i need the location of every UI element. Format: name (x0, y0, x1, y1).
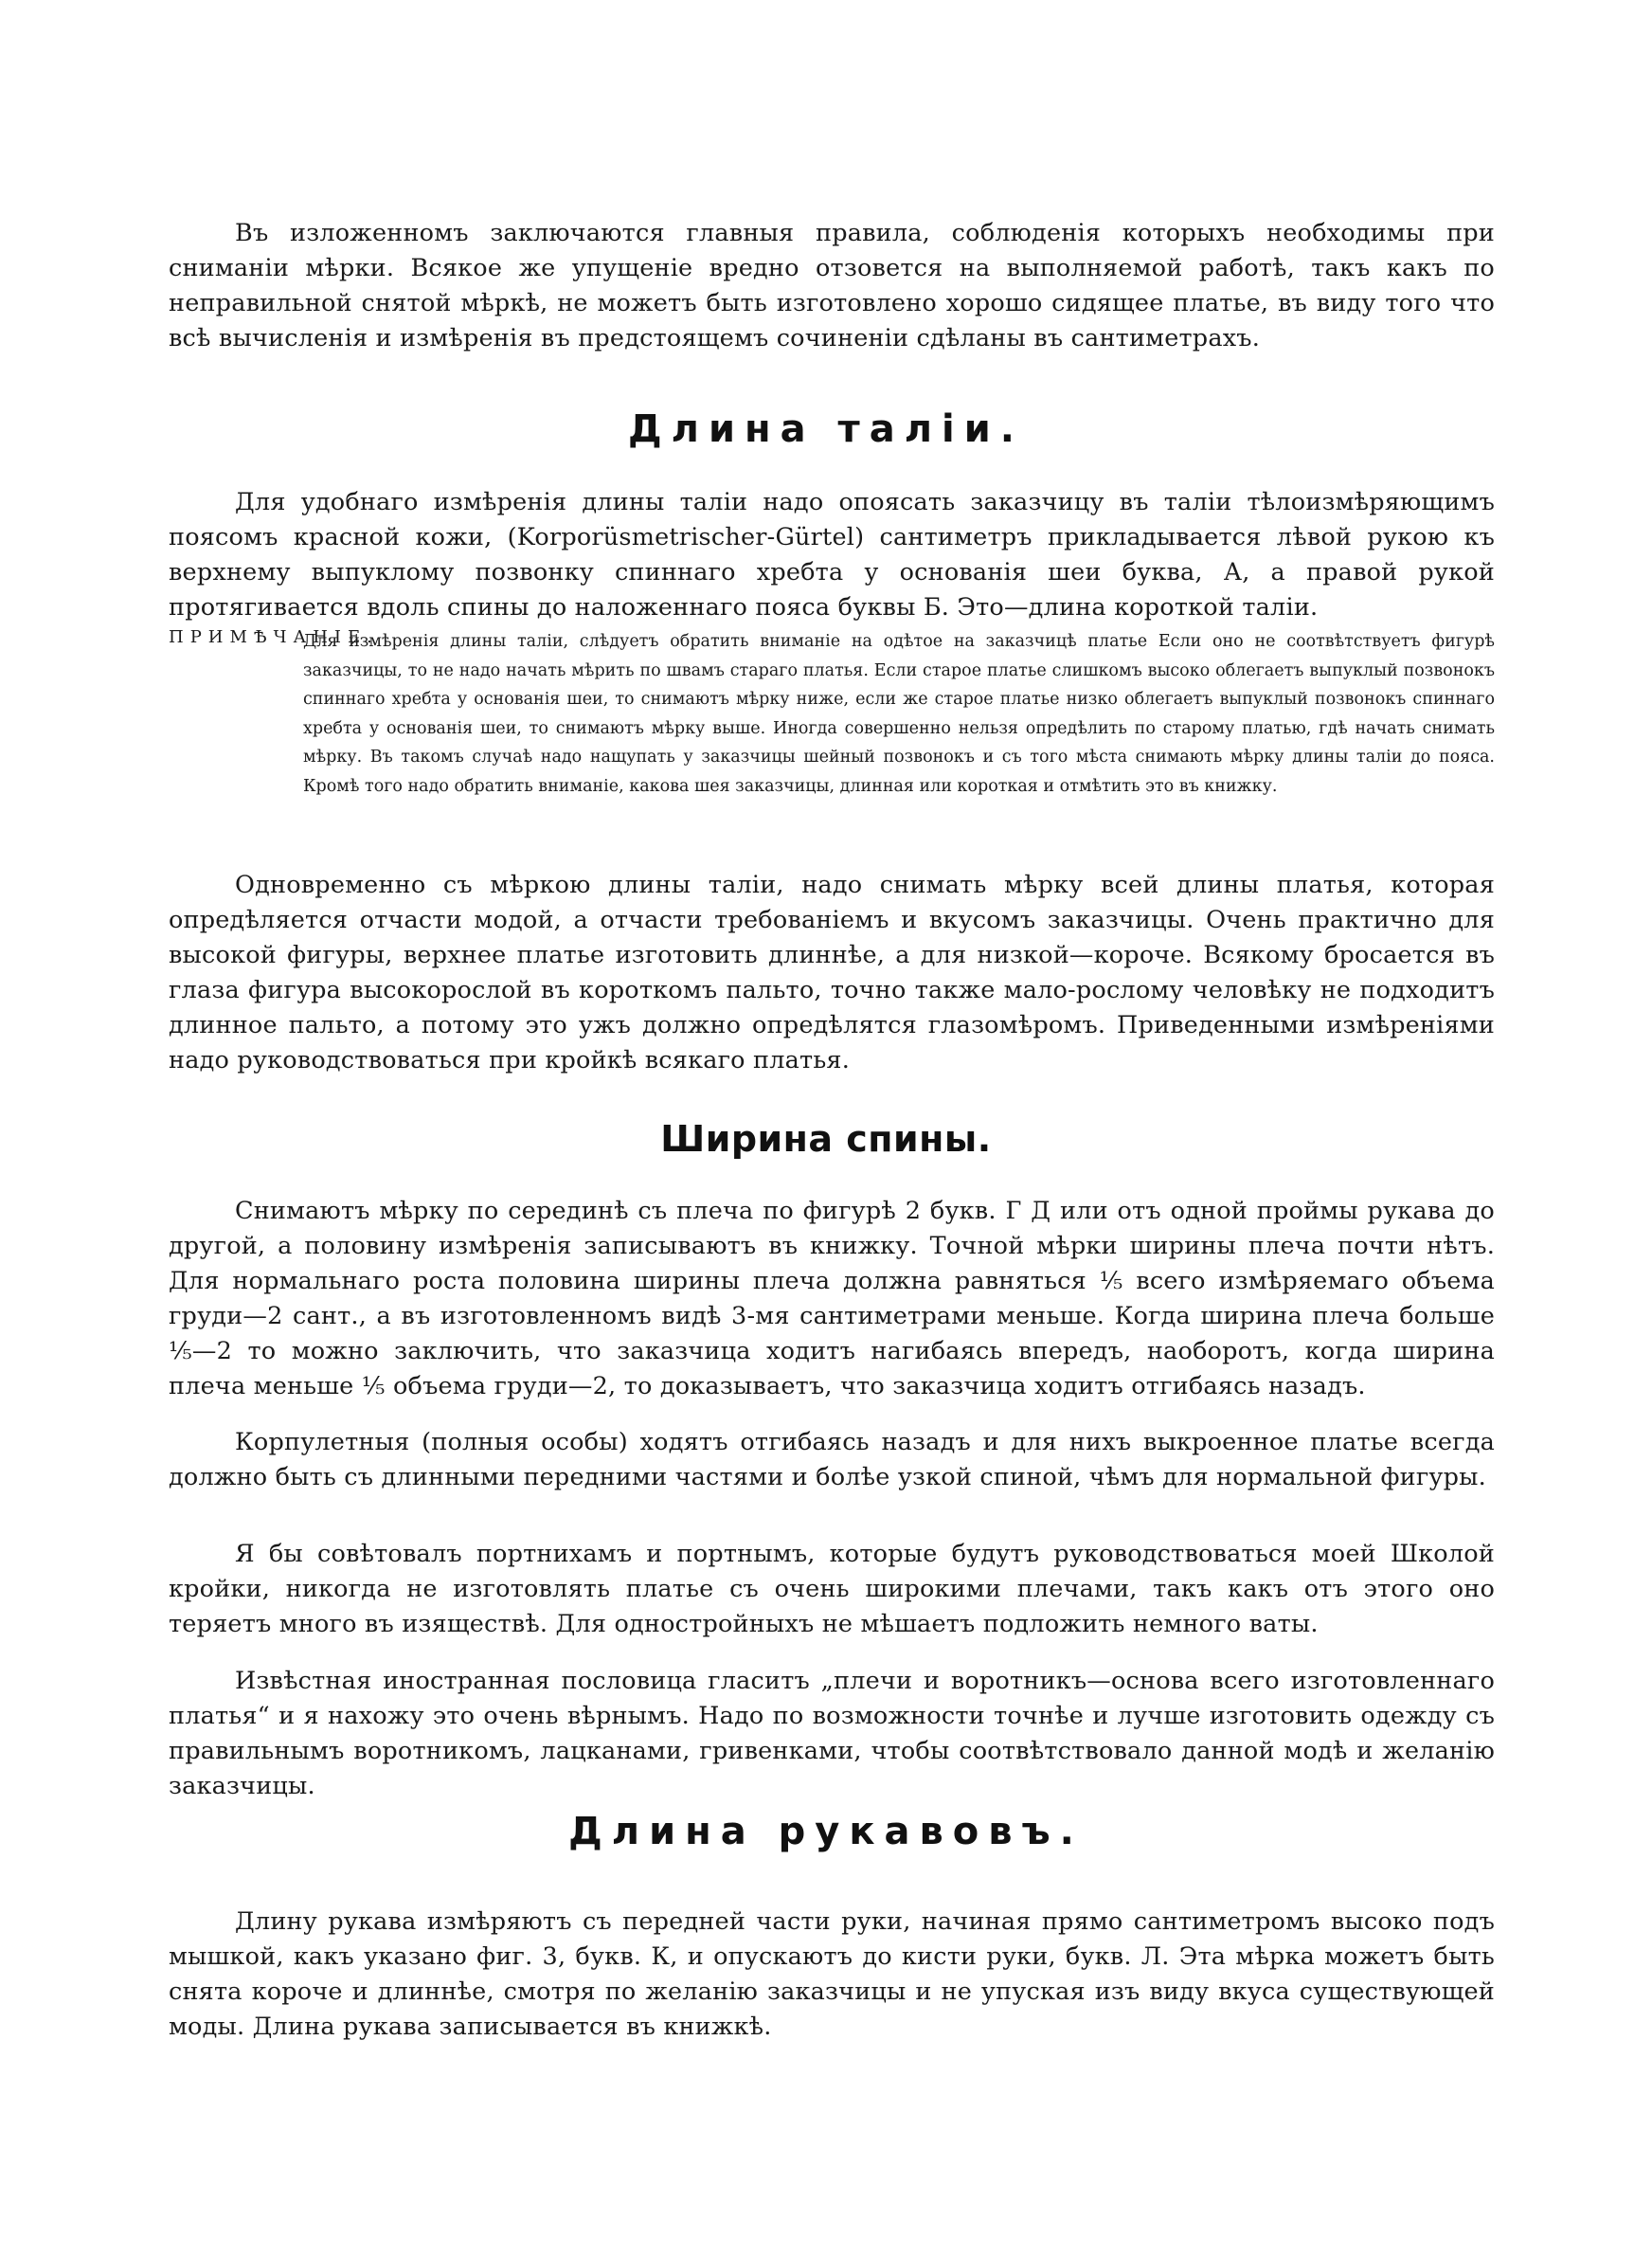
back-width-paragraph-block-2 (169, 1425, 1495, 1495)
note-text: Для измѣренія длины таліи, слѣдуетъ обратить вниманіе на одѣтое на заказчицѣ платье Если оно не соотвѣтствуетъ фигурѣ заказчицы, то не надо начать мѣрить по швамъ стараго платья. Если старое платье слишкомъ высоко облегаетъ выпуклый позвонокъ спиннаго хребта у основанія шеи, то снимаютъ мѣрку ниже, если же старое платье низко облегаетъ выпуклый позвонокъ спиннаго хребта у основанія шеи, то снимаютъ мѣрку выше. Иногда совершенно нельзя опредѣлить по старому платью, гдѣ начать снимать мѣрку. Въ такомъ случаѣ надо нащупать у заказчицы шейный позвонокъ и съ того мѣста снимають мѣрку длины таліи до пояса. Кромѣ того надо обратить вниманіе, какова шея заказчицы, длинная или короткая и отмѣтить это въ книжку. (303, 632, 1495, 796)
dress-length-paragraph: Одновременно съ мѣркою длины таліи, надо снимать мѣрку всей длины платья, которая опредѣляется отчасти модой, а отчасти требованіемъ и вкусомъ заказчицы. Очень практично для высокой фигуры, верхнее платье изготовить длиннѣе, а для низкой—короче. Всякому бросается въ глаза фигура высокорослой въ короткомъ пальто, точно также мало-рослому человѣку не подходитъ длинное пальто, а потому это ужъ должно опредѣлятся глазомѣромъ. Приведенными измѣреніями надо руководствоваться при кройкѣ всякаго платья. (169, 871, 1495, 1074)
intro-paragraph: Въ изложенномъ заключаются главныя правила, соблюденія которыхъ необходимы при снимaніи мѣрки. Всякое же упущеніе вредно отзовется на выполняемой работѣ, такъ какъ по неправильной снятой мѣркѣ, не можетъ быть изготовлено хорошо сидящее платье, въ виду того что всѣ вычисленія и измѣренія въ предстоящемъ сочиненіи сдѣланы въ сантиметрахъ. (169, 219, 1495, 352)
sleeve-length-heading: Длина рукавовъ. (568, 1810, 1084, 1853)
back-width-paragraph-block-3 (169, 1537, 1495, 1642)
back-width-paragraph-3: Я бы совѣтовалъ портнихамъ и портнымъ, которые будутъ руководствоваться моей Школой кройки, никогда не изготовлять платье съ очень широкими плечами, такъ какъ отъ этого оно теряетъ много въ изяществѣ. Для одностройныхъ не мѣшаетъ подложить немного ваты. (169, 1540, 1495, 1638)
back-width-paragraph-block (169, 1194, 1495, 1404)
back-width-paragraph-1: Снимаютъ мѣрку по серединѣ съ плеча по фигурѣ 2 букв. Г Д или отъ одной проймы рукава до другой, а половину измѣренія записываютъ въ книжку. Точной мѣрки ширины плеча почти нѣтъ. Для нормальнаго роста половина ширины плеча должна равняться ⅕ всего измѣряемаго объема груди—2 сант., а въ изготовленномъ видѣ 3-мя сантиметрами меньше. Когда ширина плеча больше ⅕—2 то можно заключить, что заказчица ходитъ нагибаясь впередъ, наоборотъ, когда ширина плеча меньше ⅕ объема груди—2, то доказываетъ, что заказчица ходитъ отгибаясь назадъ. (169, 1197, 1495, 1400)
back-width-paragraph-block-4 (169, 1664, 1495, 1804)
back-width-heading: Ширина спины. (660, 1118, 992, 1160)
waist-length-paragraph: Для удобнаго измѣренія длины таліи надо опоясать заказчицу въ таліи тѣлоизмѣряющимъ поясомъ красной кожи, (Korporüsmetrischer-Gürtel) сантиметръ прикладывается лѣвой рукою къ верхнему выпуклому позвонку спиннаго хребта у основанія шеи буква, А, а правой рукой протягивается вдоль спины до наложеннаго пояса буквы Б. Это—длина короткой таліи. (169, 488, 1495, 622)
back-width-paragraph-4: Извѣстная иностранная пословица гласитъ „плечи и воротникъ—основа всего изготовленнаго платья“ и я нахожу это очень вѣрнымъ. Надо по возможности точнѣе и лучше изготовить одежду съ правильнымъ воротникомъ, лацканами, гривенками, чтобы соотвѣтствовало данной модѣ и желанію заказчицы. (169, 1667, 1495, 1800)
waist-length-paragraph-block (169, 485, 1495, 625)
note-label: ПРИМѢЧАНІЕ. (169, 627, 379, 647)
sleeve-length-paragraph-block (169, 1905, 1495, 2045)
dress-length-paragraph-block (169, 868, 1495, 1078)
waist-length-heading: Длина таліи. (628, 407, 1024, 451)
sleeve-length-paragraph: Длину рукава измѣряютъ съ передней части руки, начиная прямо сантиметромъ высоко подъ мышкой, какъ указано фиг. 3, букв. К, и опускаютъ до кисти руки, букв. Л. Эта мѣрка можетъ быть снята короче и длиннѣе, смотря по желанію заказчицы и не упуская изъ виду вкуса существующей моды. Длина рукава записывается въ книжкѣ. (169, 1907, 1495, 2041)
intro-section (169, 216, 1495, 356)
back-width-paragraph-2: Корпулетныя (полныя особы) ходятъ отгибаясь назадъ и для нихъ выкроенное платье всегда должно быть съ длинными передними частями и болѣе узкой спиной, чѣмъ для нормальной фигуры. (169, 1428, 1495, 1491)
